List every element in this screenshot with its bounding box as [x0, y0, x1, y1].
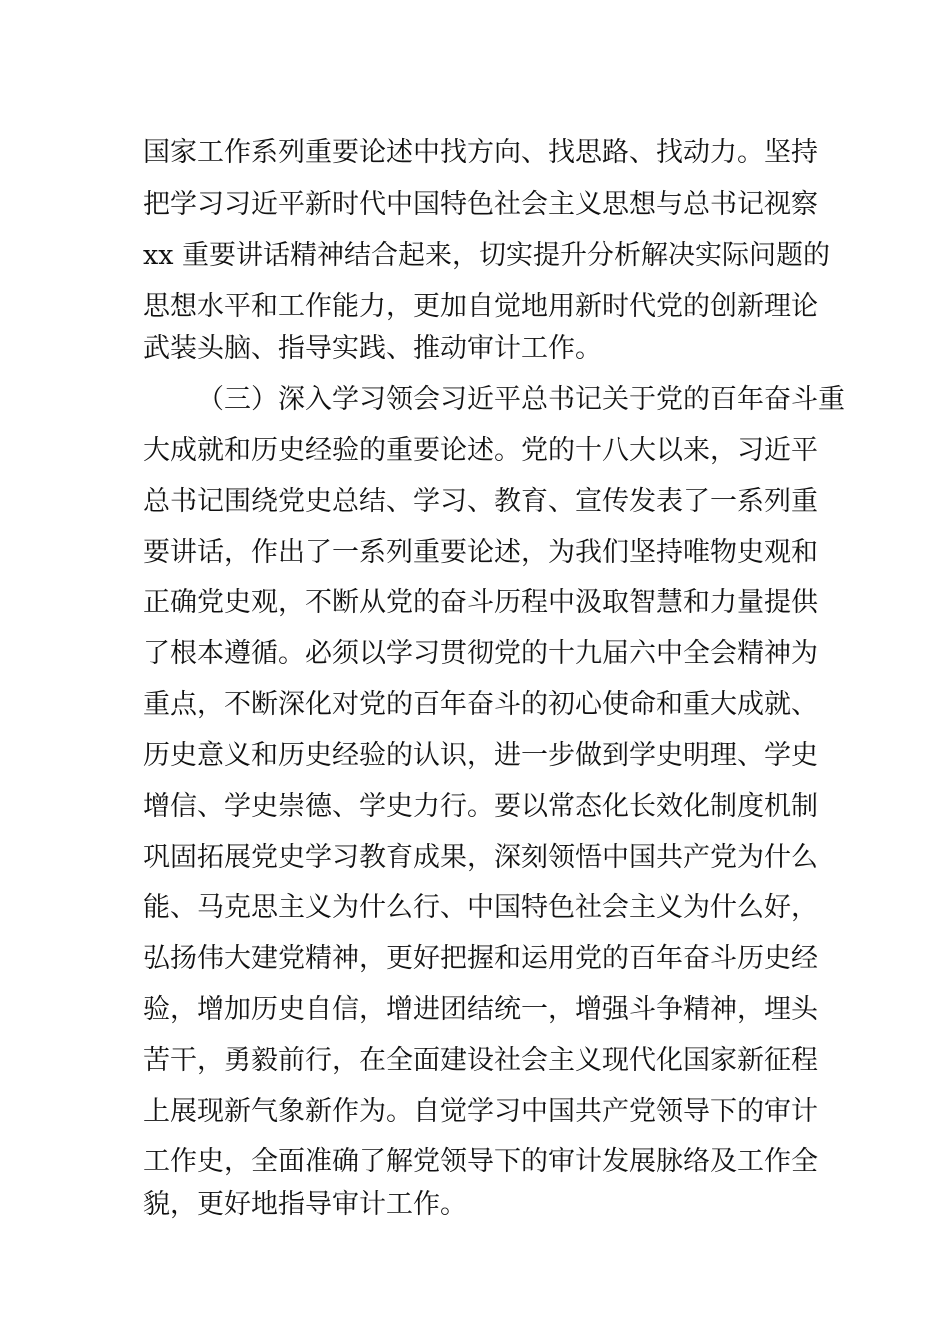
- text-line: 总书记围绕党史总结、学习、教育、宣传发表了一系列重: [143, 486, 818, 517]
- text-line: 增信、学史崇德、学史力行。要以常态化长效化制度机制: [143, 791, 818, 822]
- text-line: 正确党史观，不断从党的奋斗历程中汲取智慧和力量提供: [143, 587, 818, 618]
- text-line: 验，增加历史自信，增进团结统一，增强斗争精神，埋头: [143, 994, 818, 1025]
- text-line: 武装头脑、指导实践、推动审计工作。: [143, 333, 602, 364]
- text-line: 国家工作系列重要论述中找方向、找思路、找动力。坚持: [143, 137, 818, 168]
- text-line: 苦干，勇毅前行，在全面建设社会主义现代化国家新征程: [143, 1045, 818, 1076]
- text-line: xx 重要讲话精神结合起来，切实提升分析解决实际问题的: [143, 240, 831, 271]
- text-line: 把学习习近平新时代中国特色社会主义思想与总书记视察: [143, 189, 818, 220]
- section-heading-line: （三）深入学习领会习近平总书记关于党的百年奋斗重: [197, 384, 845, 415]
- text-line: 历史意义和历史经验的认识，进一步做到学史明理、学史: [143, 740, 818, 771]
- text-line: 上展现新气象新作为。自觉学习中国共产党领导下的审计: [143, 1096, 818, 1127]
- text-line: 貌，更好地指导审计工作。: [143, 1189, 467, 1220]
- text-line: 重点，不断深化对党的百年奋斗的初心使命和重大成就、: [143, 689, 818, 720]
- text-line: 了根本遵循。必须以学习贯彻党的十九届六中全会精神为: [143, 638, 818, 669]
- text-line: 大成就和历史经验的重要论述。党的十八大以来，习近平: [143, 435, 818, 466]
- text-line: 要讲话，作出了一系列重要论述，为我们坚持唯物史观和: [143, 537, 818, 568]
- text-line: 能、马克思主义为什么行、中国特色社会主义为什么好，: [143, 892, 818, 923]
- text-line: 工作史，全面准确了解党领导下的审计发展脉络及工作全: [143, 1146, 818, 1177]
- text-line: 思想水平和工作能力，更加自觉地用新时代党的创新理论: [143, 291, 818, 322]
- text-line: 弘扬伟大建党精神，更好把握和运用党的百年奋斗历史经: [143, 943, 818, 974]
- text-line: 巩固拓展党史学习教育成果，深刻领悟中国共产党为什么: [143, 842, 818, 873]
